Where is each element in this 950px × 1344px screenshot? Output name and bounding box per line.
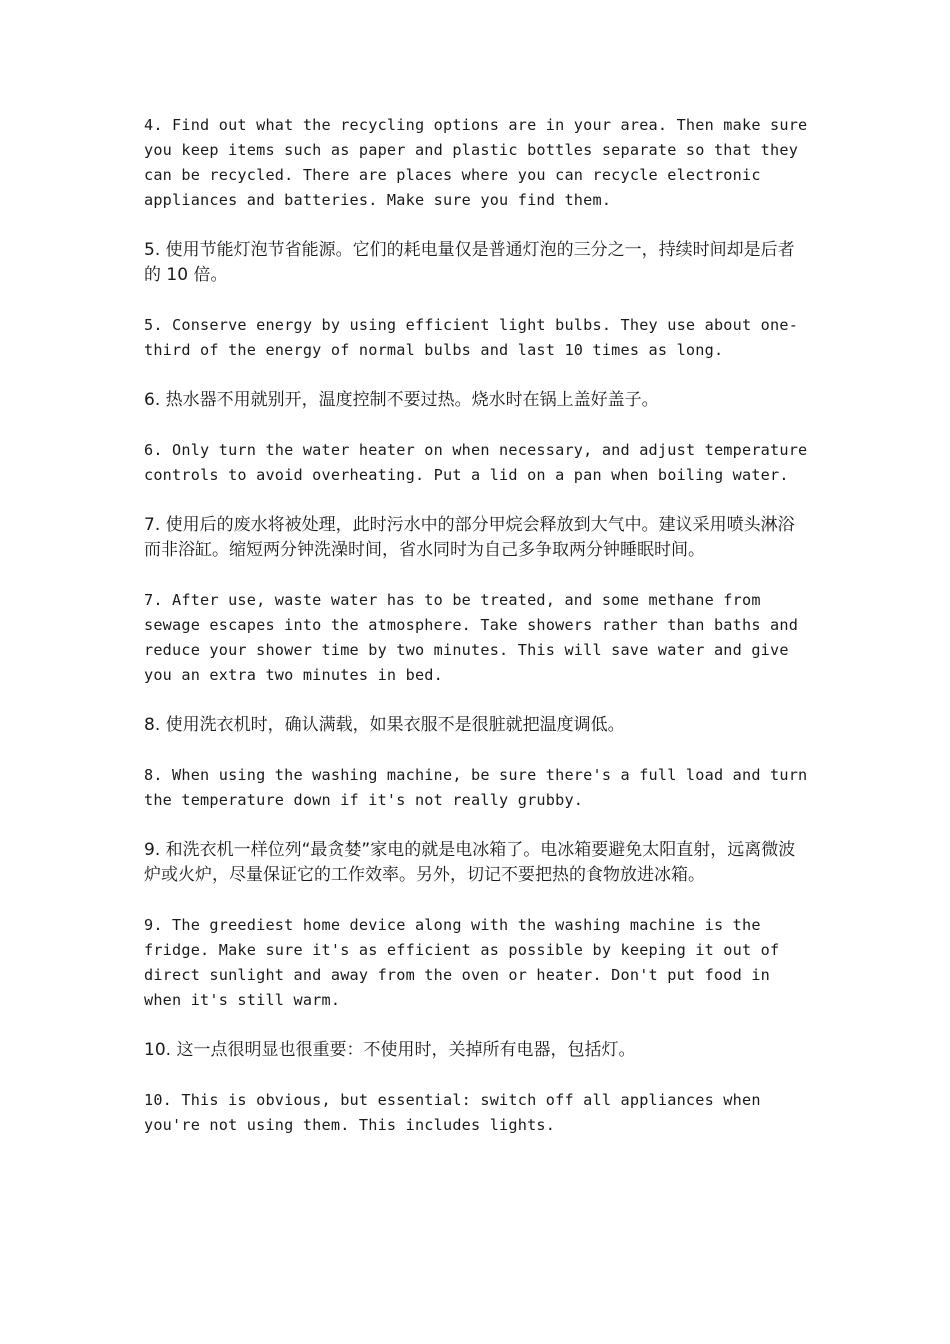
- paragraph-9-zh: 9. 和洗衣机一样位列“最贪婪”家电的就是电冰箱了。电冰箱要避免太阳直射，远离微波炉或火炉，尽量保证它的工作效率。另外，切记不要把热的食物放进冰箱。: [144, 840, 796, 885]
- paragraph-5-zh: 5. 使用节能灯泡节省能源。它们的耗电量仅是普通灯泡的三分之一，持续时间却是后者的 10 倍。: [144, 240, 795, 285]
- paragraph-gap: [144, 563, 810, 588]
- paragraph-8-en: 8. When using the washing machine, be sure there's a full load and turn the temperature down if it's not really grubby.: [144, 766, 808, 809]
- paragraph-4-en: 4. Find out what the recycling options are in your area. Then make sure you keep items such as paper and plastic bottles separate so that they can be recycled. There are places where you can recycle electronic appliances and batteries. Make sure you find them.: [144, 116, 808, 209]
- paragraph-gap: [144, 688, 810, 713]
- paragraph-gap: [144, 1013, 810, 1038]
- paragraph-gap: [144, 738, 810, 763]
- paragraph-gap: [144, 288, 810, 313]
- paragraph-gap: [144, 888, 810, 913]
- paragraph-6-zh: 6. 热水器不用就别开，温度控制不要过热。烧水时在锅上盖好盖子。: [144, 390, 659, 410]
- paragraph-6-en: 6. Only turn the water heater on when necessary, and adjust temperature controls to avoid overheating. Put a lid on a pan when boiling water.: [144, 441, 808, 484]
- paragraph-gap: [144, 363, 810, 388]
- paragraph-5-en: 5. Conserve energy by using efficient light bulbs. They use about one-third of the energy of normal bulbs and last 10 times as long.: [144, 316, 799, 359]
- paragraph-gap: [144, 1063, 810, 1088]
- paragraph-gap: [144, 488, 810, 513]
- paragraph-gap: [144, 413, 810, 438]
- document-page: [144, 113, 810, 1138]
- paragraph-9-en: 9. The greediest home device along with the washing machine is the fridge. Make sure it's as efficient as possible by keeping it out of direct sunlight and away from the oven or heater. Don't put food in when it's still warm.: [144, 916, 780, 1009]
- paragraph-7-en: 7. After use, waste water has to be treated, and some methane from sewage escapes into the atmosphere. Take showers rather than baths and reduce your shower time by two minutes. This will save water and give you an extra two minutes in bed.: [144, 591, 799, 684]
- paragraph-8-zh: 8. 使用洗衣机时，确认满载，如果衣服不是很脏就把温度调低。: [144, 715, 625, 735]
- paragraph-gap: [144, 213, 810, 238]
- paragraph-7-zh: 7. 使用后的废水将被处理，此时污水中的部分甲烷会释放到大气中。建议采用喷头淋浴而非浴缸。缩短两分钟洗澡时间，省水同时为自己多争取两分钟睡眠时间。: [144, 515, 795, 560]
- paragraph-gap: [144, 813, 810, 838]
- paragraph-10-zh: 10. 这一点很明显也很重要：不使用时，关掉所有电器，包括灯。: [144, 1040, 636, 1060]
- paragraph-10-en: 10. This is obvious, but essential: switch off all appliances when you're not using them. This includes lights.: [144, 1091, 761, 1134]
